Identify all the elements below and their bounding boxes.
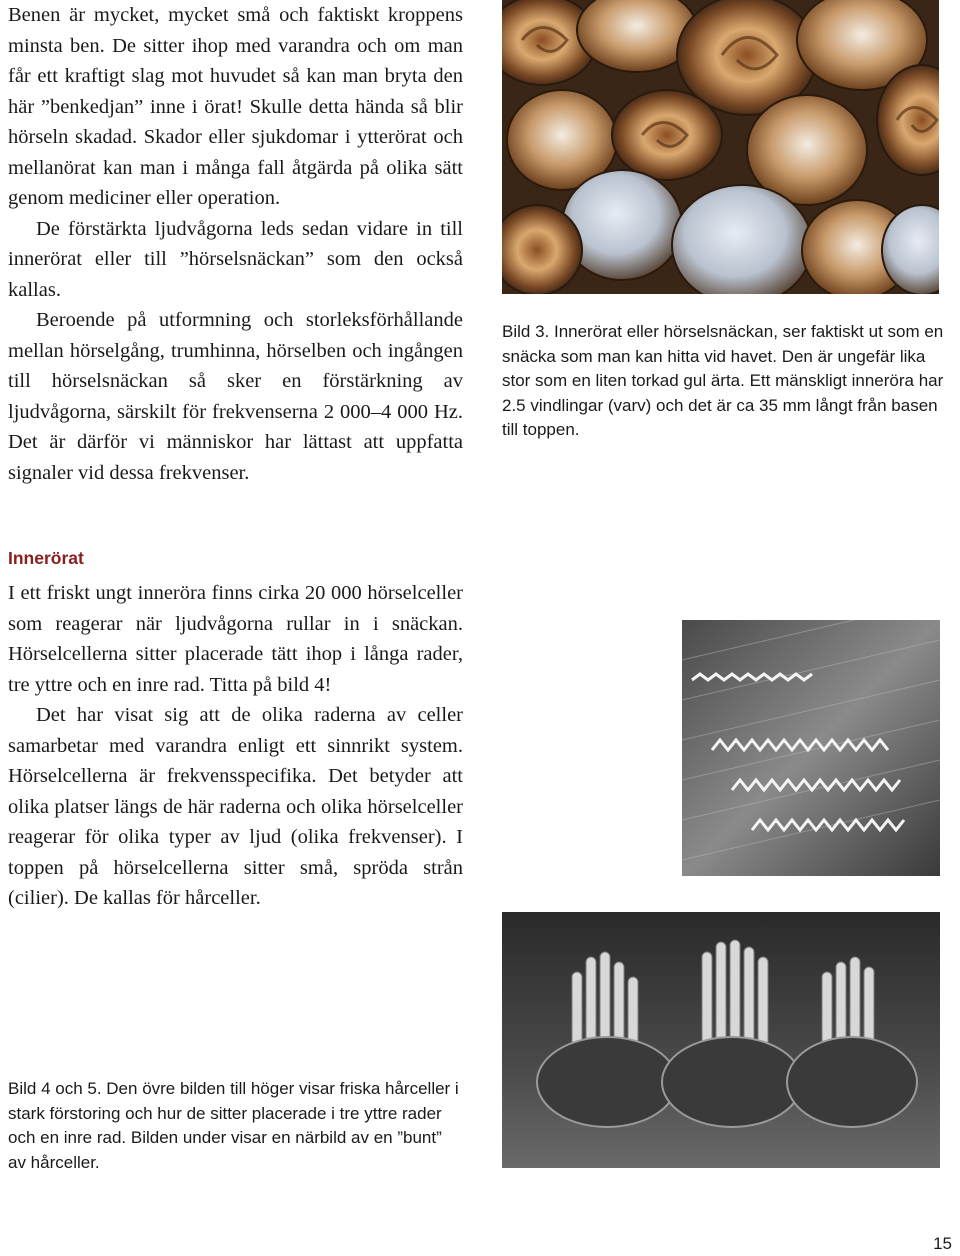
paragraph: Det har visat sig att de olika raderna av celler samarbetar med varandra enligt ett sinnrikt system. Hörselcellerna är frekvensspecifika. Det betyder att olika platser längs de här raderna och olika hörselceller reagerar för olika typer av ljud (olika frekvenser). I toppen på hörselcellerna sitter små, spröda strån (cilier). De kallas för hårceller. [8, 704, 463, 909]
figure-4-5-caption: Bild 4 och 5. Den övre bilden till höger visar friska hårceller i stark förstoring och hur de sitter placerade i tre yttre rader och en inre rad. Bilden under visar en närbild av en ”bunt” av hårceller. [8, 1079, 459, 1172]
inner-ear-text [8, 578, 463, 914]
hair-cell-bundle-photo [502, 912, 940, 1168]
intro-text-column [8, 0, 463, 488]
figure-3-caption: Bild 3. Innerörat eller hörselsnäckan, ser faktiskt ut som en snäcka som man kan hitta vid havet. Den är ungefär lika stor som en liten torkad gul ärta. Ett mänskligt inneröra har 2.5 vindlingar (varv) och det är ca 35 mm långt från basen till toppen. [502, 322, 944, 439]
page-number: 15 [933, 1234, 952, 1253]
paragraph: I ett friskt ungt inneröra finns cirka 20 000 hörselceller som reagerar när ljudvågorna rullar in i snäckan. Hörselcellerna sitter placerade tätt ihop i långa rader, tre yttre och en inre rad. Titta på bild 4! [8, 582, 463, 696]
snail-shells-photo [502, 0, 939, 294]
hair-cell-rows-photo [682, 620, 940, 876]
paragraph: Beroende på utformning och storleksförhållande mellan hörselgång, trumhinna, hörselben och ingången till hörselsnäckan så sker en förstärkning av ljudvågorna, särskilt för frekvenserna 2 000–4 000 Hz. Det är därför vi människor har lättast att uppfatta signaler vid dessa frekvenser. [8, 309, 463, 484]
paragraph: Benen är mycket, mycket små och faktiskt kroppens minsta ben. De sitter ihop med varandra och om man får ett kraftigt slag mot huvudet så kan man bryta den här ”benkedjan” inne i örat! Skulle detta hända så blir hörseln skadad. Skador eller sjukdomar i ytterörat och mellanörat kan man i många fall åtgärda på olika sätt genom mediciner eller operation. [8, 4, 463, 209]
paragraph: De förstärkta ljudvågorna leds sedan vidare in till innerörat eller till ”hörselsnäckan” som den också kallas. [8, 217, 463, 301]
section-heading: Innerörat [8, 548, 84, 568]
